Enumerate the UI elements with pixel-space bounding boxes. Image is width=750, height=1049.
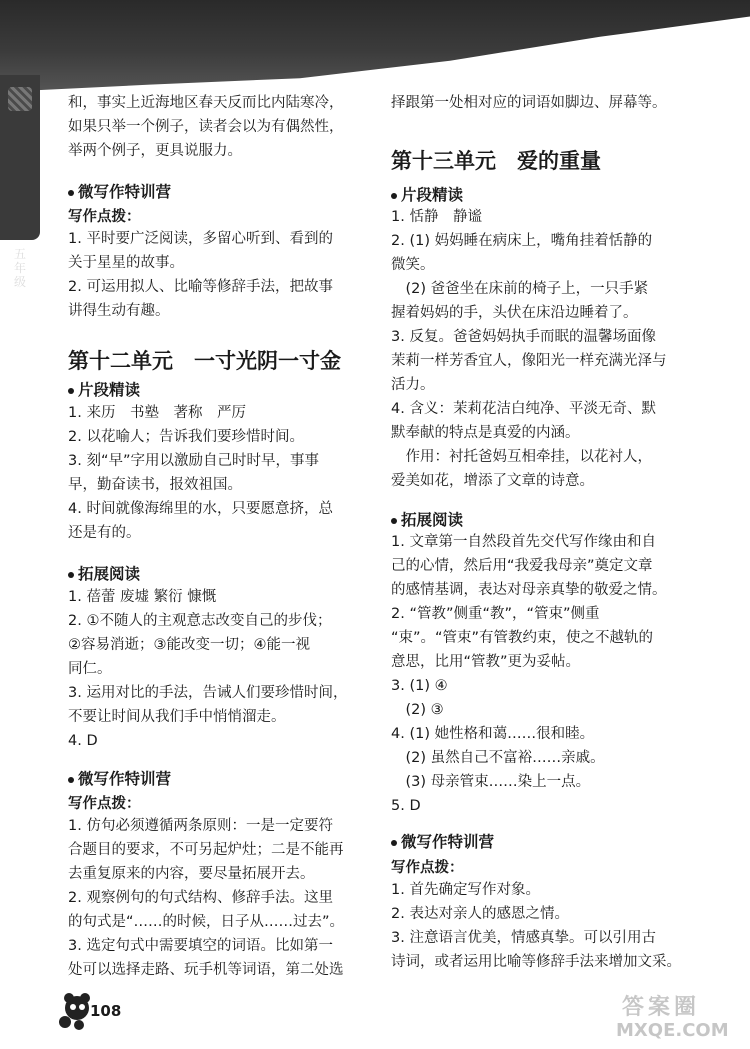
text-line: 3. 反复。爸爸妈妈执手而眠的温馨场面像	[391, 329, 656, 345]
text-line: 3. 注意语言优美，情感真挚。可以引用古	[391, 930, 656, 946]
text-line: 4. 含义：茉莉花洁白纯净、平淡无奇、默	[391, 401, 656, 417]
text-line: 1. 平时要广泛阅读，多留心听到、看到的	[68, 231, 333, 247]
text-line: (2) ③	[391, 702, 444, 718]
subheading: 写作点拨：	[391, 860, 464, 876]
text-line: 早，勤奋读书，报效祖国。	[68, 477, 242, 493]
section-heading	[68, 378, 140, 400]
text-line: 讲得生动有趣。	[68, 303, 170, 319]
text-line: 的句式是“……的时候，日子从……过去”。	[68, 914, 345, 930]
text-line: 的感情基调，表达对母亲真挚的敬爱之情。	[391, 582, 667, 598]
text-line: 1. 来历 书塾 著称 严厉	[68, 405, 246, 421]
text-line: 2. ①不随人的主观意志改变自己的步伐；	[68, 613, 332, 629]
bullet-icon	[68, 388, 74, 394]
text-line: (3) 母亲管束……染上一点。	[391, 774, 591, 790]
text-line: 4. 时间就像海绵里的水，只要愿意挤，总	[68, 501, 333, 517]
text-line: 3. 刻“早”字用以激励自己时时早，事事	[68, 453, 319, 469]
section-heading-text: 微写作特训营	[78, 770, 172, 788]
page-number: 108	[90, 1002, 122, 1020]
section-heading	[68, 180, 171, 202]
text-line: 己的心情，然后用“我爱我母亲”奠定文章	[391, 558, 653, 574]
grade-label: 五年级	[13, 247, 26, 289]
text-line: (2) 爸爸坐在床前的椅子上，一只手紧	[391, 281, 649, 297]
subheading: 写作点拨：	[68, 209, 141, 225]
text-line: 1. 仿句必须遵循两条原则：一是一定要符	[68, 818, 333, 834]
watermark-line2: MXQE.COM	[616, 1020, 729, 1041]
text-line: 4. (1) 她性格和蔼……很和睦。	[391, 726, 595, 742]
bullet-icon	[391, 840, 397, 846]
bullet-icon	[68, 777, 74, 783]
text-line: 2. 可运用拟人、比喻等修辞手法，把故事	[68, 279, 333, 295]
section-heading	[391, 183, 463, 205]
section-heading	[391, 508, 463, 530]
header-band	[0, 0, 750, 92]
text-line: 如果只举一个例子，读者会以为有偶然性，	[68, 119, 344, 135]
series-logo-icon	[8, 87, 32, 111]
bullet-icon	[68, 572, 74, 578]
bullet-icon	[391, 518, 397, 524]
side-tab	[0, 75, 40, 289]
text-line: 微笑。	[391, 257, 435, 273]
section-heading-text: 拓展阅读	[401, 511, 464, 529]
section-heading-text: 微写作特训营	[78, 183, 172, 201]
text-line: 爱美如花，增添了文章的诗意。	[391, 473, 594, 489]
text-line: 意思，比用“管教”更为妥帖。	[391, 654, 581, 670]
text-line: 活力。	[391, 377, 435, 393]
text-line: ②容易消逝；③能改变一切；④能一视	[68, 637, 310, 653]
text-line: 3. (1) ④	[391, 678, 448, 694]
watermark-line1: 答案圈	[622, 995, 701, 1020]
text-line: 去重复原来的内容，要尽量拓展开去。	[68, 866, 315, 882]
text-line: 1. 文章第一自然段首先交代写作缘由和自	[391, 534, 656, 550]
text-line: 2. (1) 妈妈睡在病床上，嘴角挂着恬静的	[391, 233, 653, 249]
text-line: (2) 虽然自己不富裕……亲戚。	[391, 750, 605, 766]
section-heading	[68, 562, 140, 584]
text-line: 2. 表达对亲人的感恩之情。	[391, 906, 569, 922]
section-heading	[391, 830, 494, 852]
text-line: 5. D	[391, 798, 421, 814]
text-line: 2. 以花喻人；告诉我们要珍惜时间。	[68, 429, 304, 445]
text-line: 2. “管教”侧重“教”，“管束”侧重	[391, 606, 600, 622]
text-line: 3. 运用对比的手法，告诫人们要珍惜时间，	[68, 685, 348, 701]
text-line: 默奉献的特点是真爱的内涵。	[391, 425, 580, 441]
text-line: 茉莉一样芳香宜人，像阳光一样充满光泽与	[391, 353, 667, 369]
text-line: 1. 首先确定写作对象。	[391, 882, 540, 898]
subheading: 写作点拨：	[68, 796, 141, 812]
text-line: 诗词，或者运用比喻等修辞手法来增加文采。	[391, 954, 681, 970]
text-line: 不要让时间从我们手中悄悄溜走。	[68, 709, 286, 725]
section-heading-text: 微写作特训营	[401, 833, 495, 851]
section-heading-text: 片段精读	[78, 381, 141, 399]
section-heading-text: 拓展阅读	[78, 565, 141, 583]
text-line: 2. 观察例句的句式结构、修辞手法。这里	[68, 890, 333, 906]
unit-title: 第十二单元 一寸光阴一寸金	[68, 349, 341, 373]
bullet-icon	[68, 190, 74, 196]
section-heading-text: 片段精读	[401, 186, 464, 204]
text-line: 处可以选择走路、玩手机等词语，第二处选	[68, 962, 344, 978]
unit-title: 第十三单元 爱的重量	[391, 149, 601, 173]
text-line: 和，事实上近海地区春天反而比内陆寒冷，	[68, 95, 344, 111]
section-heading	[68, 767, 171, 789]
watermark	[610, 990, 740, 1045]
text-line: 同仁。	[68, 661, 112, 677]
text-line: 1. 蓓蕾 废墟 繁衍 慷慨	[68, 589, 217, 605]
text-line: 3. 选定句式中需要填空的词语。比如第一	[68, 938, 333, 954]
bullet-icon	[391, 193, 397, 199]
text-line: 合题目的要求，不可另起炉灶；二是不能再	[68, 842, 344, 858]
text-line: 择跟第一处相对应的词语如脚边、屏幕等。	[391, 95, 667, 111]
text-line: 4. D	[68, 733, 98, 749]
text-line: 举两个例子，更具说服力。	[68, 143, 242, 159]
text-line: 握着妈妈的手，头伏在床沿边睡着了。	[391, 305, 638, 321]
text-line: 1. 恬静 静谧	[391, 209, 482, 225]
text-line: 作用：衬托爸妈互相牵挂，以花衬人，	[391, 449, 652, 465]
text-line: 关于星星的故事。	[68, 255, 184, 271]
text-line: “束”。“管束”有管教约束，使之不越轨的	[391, 630, 654, 646]
text-line: 还是有的。	[68, 525, 141, 541]
